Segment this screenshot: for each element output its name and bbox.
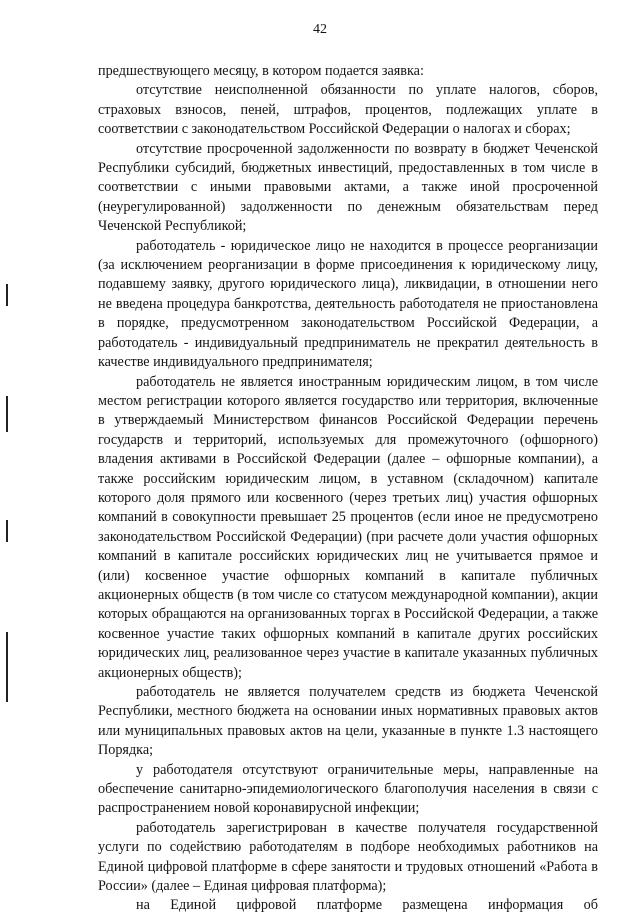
paragraph-no-overdue-debt: отсутствие просроченной задолженности по возврату в бюджет Чеченской Республики субсидий, бюджетных инвестиций, предоставленных в том числе в соответствии с иными правовыми актами, а также иной просроченной (неурегулированной) задолженности по денежным обязательствам перед Чеченской Республикой;: [98, 140, 598, 235]
paragraph-no-restrictive-measures: у работодателя отсутствуют ограничительные меры, направленные на обеспечение санитарно-эпидемиологического благополучия населения в связи с распространением новой коронавирусной инфекции;: [98, 761, 598, 817]
scan-margin-mark: [6, 520, 8, 542]
paragraph-continuation: предшествующего месяцу, в котором подается заявка:: [98, 63, 424, 79]
document-body: [98, 62, 598, 916]
scan-margin-mark: [6, 632, 8, 702]
scan-margin-mark: [6, 284, 8, 306]
page-number: 42: [313, 22, 327, 37]
paragraph-platform-info: на Единой цифровой платформе размещена информация об: [136, 897, 598, 914]
paragraph-registered-on-platform: работодатель зарегистрирован в качестве получателя государственной услуги по содействию работодателям в подборе необходимых работников на Единой цифровой платформе в сфере занятости и трудовых отношений «Работа в России» (далее – Единая цифровая платформа);: [98, 819, 598, 895]
paragraph-not-foreign-entity: работодатель не является иностранным юридическим лицом, в том числе местом регистрации которого является государство или территория, включенные в утверждаемый Министерством финансов Российской Федерации перечень государств и территорий, используемых для промежуточного (офшорного) владения активами в Российской Федерации (далее – офшорные компании), а также российским юридическим лицом, в уставном (складочном) капитале которого доля прямого или косвенного (через третьих лиц) участия офшорных компаний в совокупности превышает 25 процентов (если иное не предусмотрено законодательством Российской Федерации) (при расчете доли участия офшорных компаний в капитале российских юридических лиц не учитывается прямое и (или) косвенное участие офшорных компаний в капитале публичных акционерных обществ (в том числе со статусом международной компании), акции которых обращаются на организованных торгах в Российской Федерации, а также косвенное участие таких офшорных компаний в капитале других российских юридических лиц, реализованное через участие в капитале указанных публичных акционерных обществ);: [98, 373, 598, 681]
paragraph-no-reorganization: работодатель - юридическое лицо не находится в процессе реорганизации (за исключением реорганизации в форме присоединения к юридическому лицу, подавшему заявку, другого юридического лица), ликвидации, в отношении него не введена процедура банкротства, деятельность работодателя не приостановлена в порядке, предусмотренном законодательством Российской Федерации, а работодатель - индивидуальный предприниматель не прекратил деятельность в качестве индивидуального предпринимателя;: [98, 237, 598, 371]
paragraph-no-tax-arrears: отсутствие неисполненной обязанности по уплате налогов, сборов, страховых взносов, пеней, штрафов, процентов, подлежащих уплате в соответствии с законодательством Российской Федерации о налогах и сборах;: [98, 82, 598, 138]
scan-margin-mark: [6, 396, 8, 432]
paragraph-not-budget-recipient: работодатель не является получателем средств из бюджета Чеченской Республики, местного бюджета на основании иных нормативных правовых актов или муниципальных правовых актов на цели, указанные в пункте 1.3 настоящего Порядка;: [98, 684, 598, 759]
